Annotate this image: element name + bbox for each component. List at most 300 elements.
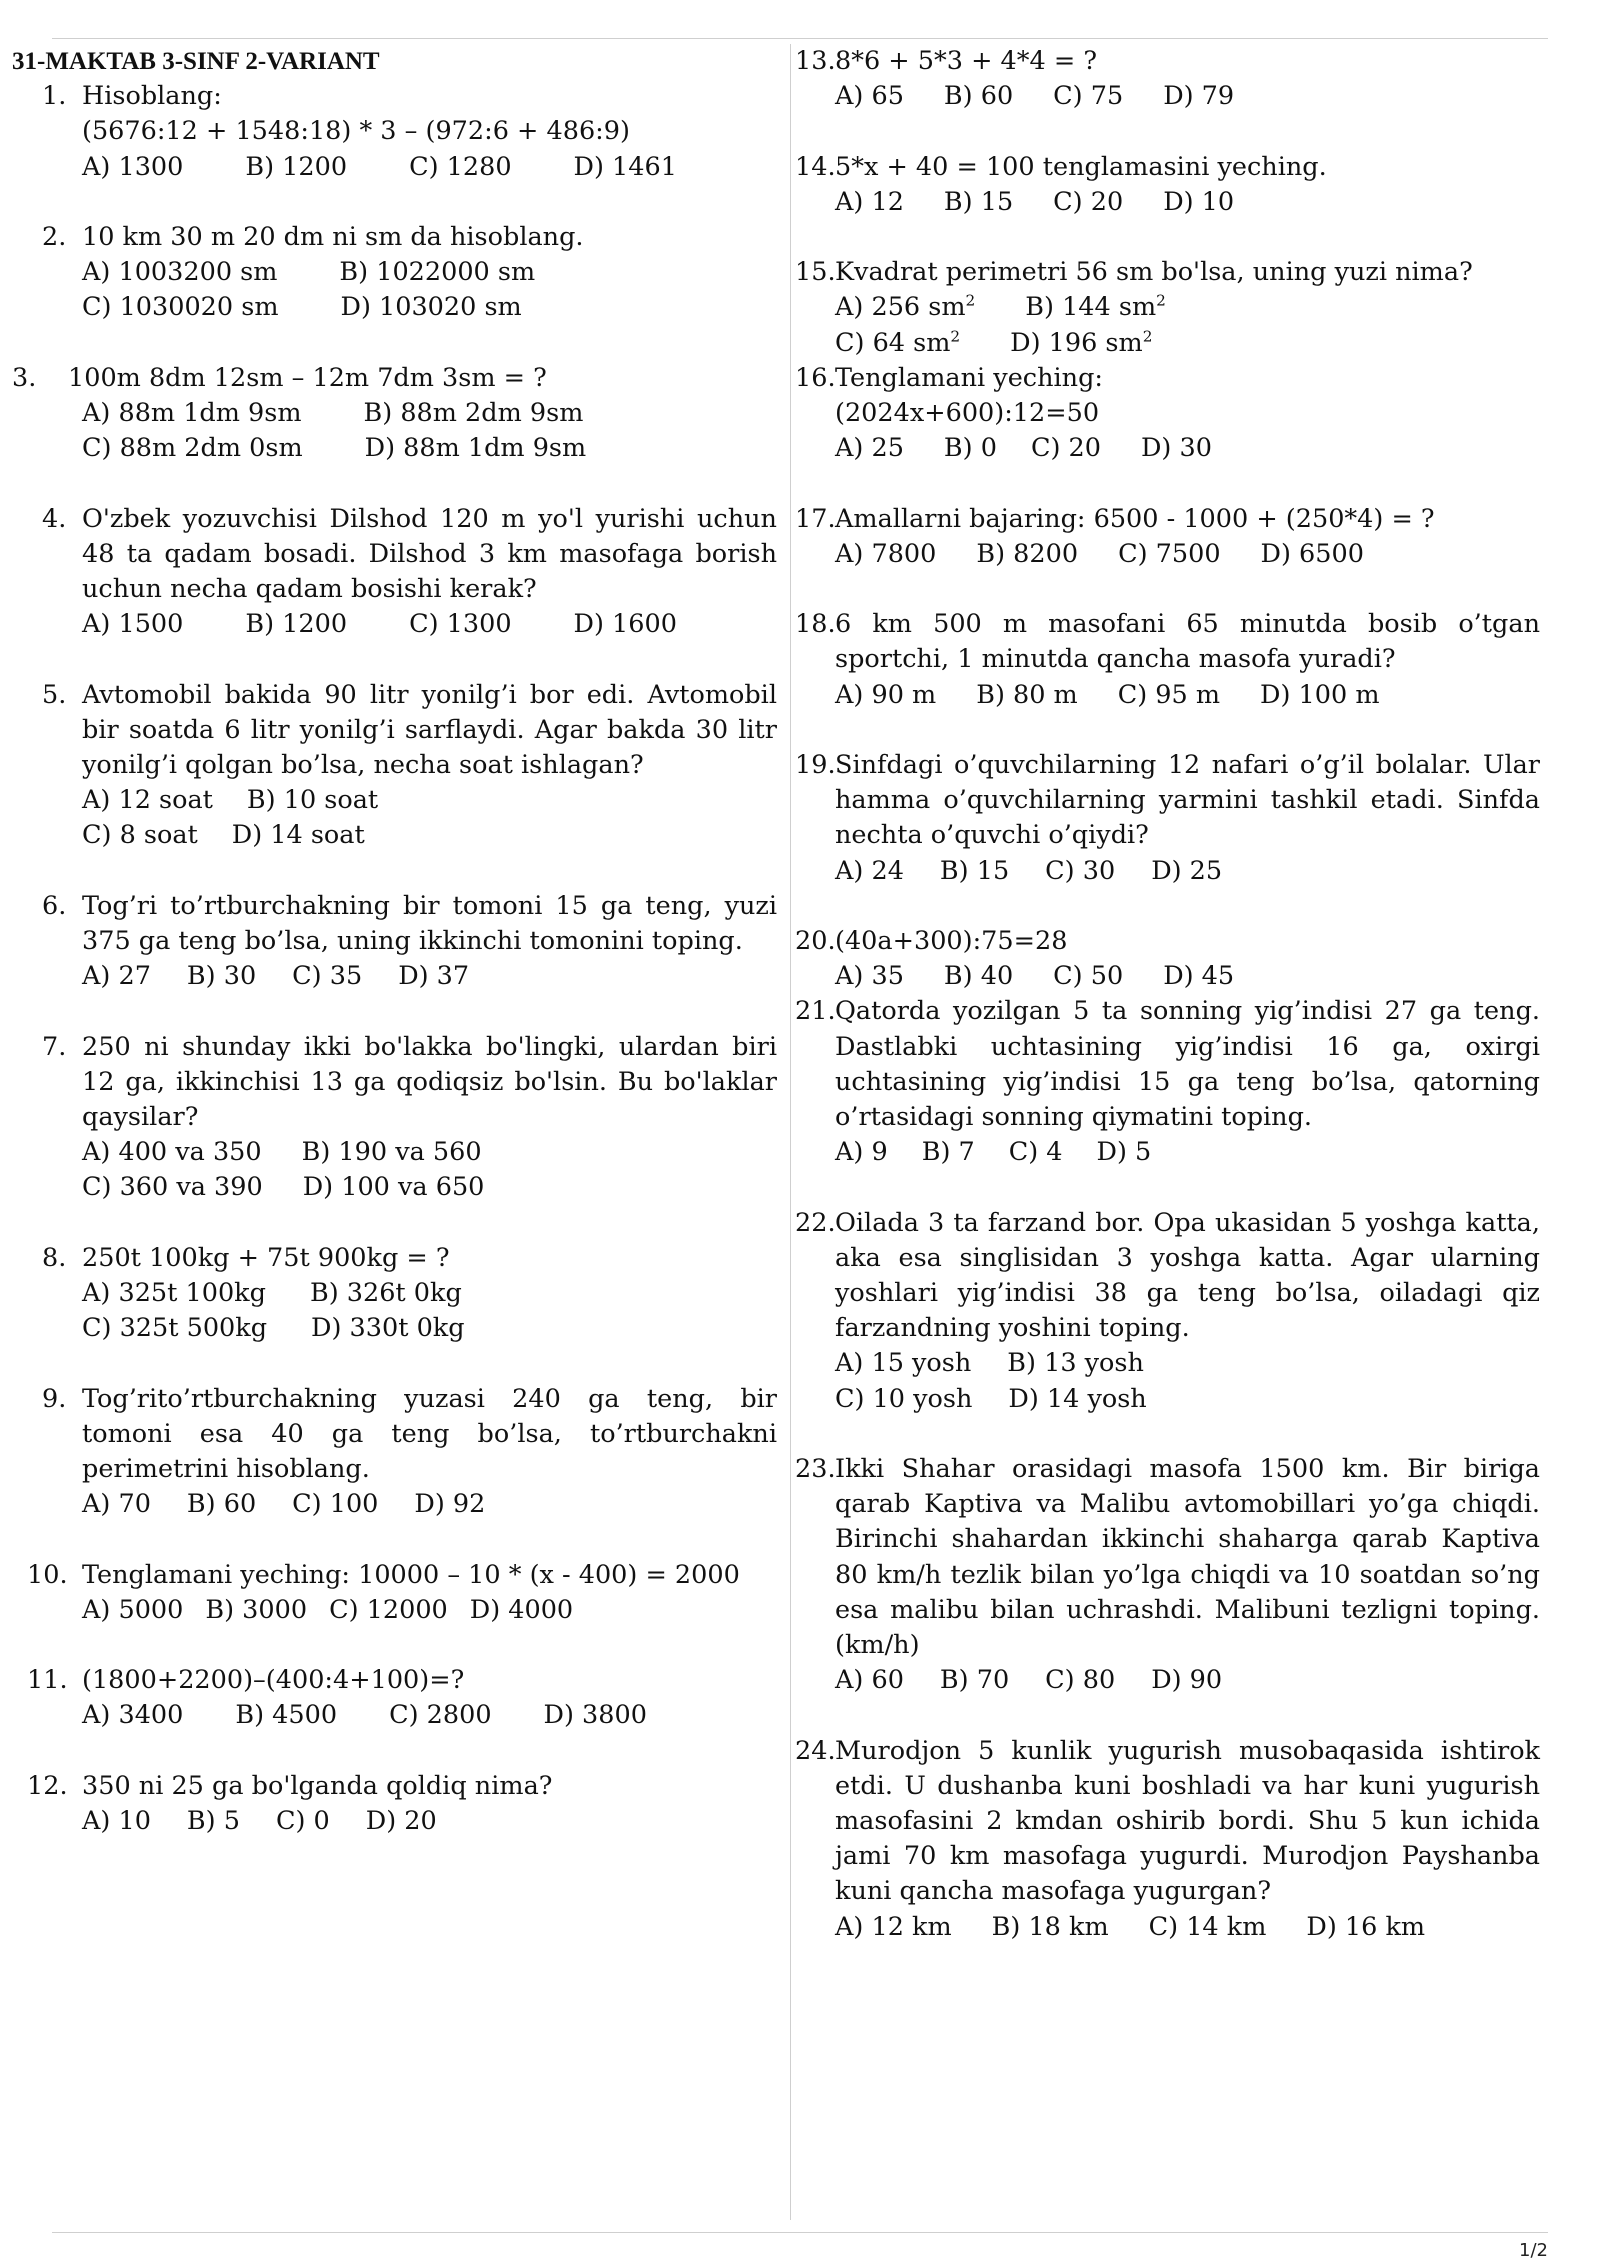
question-text: Ikki Shahar orasidagi masofa 1500 km. Bir biriga qarab Kaptiva va Malibu avtomobillari yo’ga chiqdi. Birinchi shahardan ikkinchi shaharga qarab Kaptiva 80 km/h tezlik bilan yo’lga chiqdi va 10 soatdan so’ng esa malibu bilan uchrashdi. Malibuni tezligni toping.(km/h): [835, 1454, 1540, 1661]
answer-option-label: B) 190 va 560: [301, 1137, 482, 1168]
question-22: [795, 1206, 1540, 1417]
answer-option-label: B) 88m 2dm 9sm: [363, 397, 584, 428]
answer-option[interactable]: [835, 1346, 971, 1381]
answer-option[interactable]: [414, 1487, 485, 1522]
question-text: Tenglamani yeching: 10000 – 10 * (x - 400) = 2000: [82, 1559, 740, 1590]
document-title: 31-MAKTAB 3-SINF 2-VARIANT: [12, 48, 380, 75]
answer-option[interactable]: [835, 678, 936, 713]
answer-option-label: D) 100 m: [1260, 679, 1380, 710]
answer-option-label: A) 60: [835, 1665, 904, 1696]
spacer: [12, 185, 777, 220]
answer-option[interactable]: [835, 326, 960, 361]
right-column: [795, 44, 1540, 1945]
answer-option-label: D) 92: [414, 1489, 486, 1520]
top-rule: [52, 38, 1548, 39]
answer-option[interactable]: [205, 1593, 307, 1628]
answer-option-label: C) 50: [1053, 961, 1124, 992]
question-body: [68, 361, 777, 467]
answer-option[interactable]: [470, 1593, 573, 1628]
answer-option-label: C) 1300: [409, 609, 512, 640]
question-number: 5.: [42, 679, 67, 710]
question-number: 15.: [795, 257, 836, 288]
question-14: [795, 150, 1540, 220]
answer-option-label: A) 65: [835, 81, 904, 112]
spacer: [795, 220, 1540, 255]
answer-option[interactable]: [1163, 185, 1234, 220]
answer-option[interactable]: [1053, 79, 1123, 114]
question-number: 10.: [27, 1559, 68, 1590]
answer-option[interactable]: [82, 1135, 262, 1170]
answer-option-label: C) 8 soat: [82, 820, 198, 851]
answer-option[interactable]: [82, 290, 279, 325]
answer-options: [82, 1135, 777, 1170]
answer-option[interactable]: [82, 783, 213, 818]
spacer: [12, 854, 777, 889]
question-text: 10 km 30 m 20 dm ni sm da hisoblang.: [82, 221, 584, 252]
answer-option[interactable]: [302, 1135, 482, 1170]
answer-option-label: A) 12: [835, 186, 904, 217]
spacer: [795, 1170, 1540, 1205]
answer-option[interactable]: [82, 1311, 267, 1346]
answer-option-label: A) 25: [835, 433, 904, 464]
question-text: 100m 8dm 12sm – 12m 7dm 3sm = ?: [68, 362, 547, 393]
answer-option[interactable]: [1151, 854, 1222, 889]
question-expression: (2024x+600):12=50: [835, 398, 1100, 428]
answer-option[interactable]: [976, 678, 1078, 713]
answer-option-label: C) 325t 500kg: [82, 1313, 268, 1344]
question-text: Amallarni bajaring: 6500 - 1000 + (250*4) = ?: [835, 503, 1435, 534]
question-body: [835, 1734, 1540, 1945]
answer-option[interactable]: [1141, 431, 1212, 466]
answer-option-label: D) 4000: [469, 1594, 574, 1625]
answer-option-label: A) 5000: [82, 1594, 184, 1625]
answer-option-label: D) 14 soat: [231, 820, 365, 851]
answer-option[interactable]: [1045, 1663, 1115, 1698]
answer-option-label: C) 20: [1030, 433, 1101, 464]
question-6: [12, 889, 777, 995]
answer-option-label: A) 27: [82, 961, 151, 992]
answer-option-label: B) 60: [943, 81, 1014, 112]
question-body: [835, 748, 1540, 889]
answer-option[interactable]: [835, 537, 936, 572]
question-body: [82, 1030, 777, 1206]
question-text: Qatorda yozilgan 5 ta sonning yig’indisi 27 ga teng. Dastlabki uchtasining yig’indisi 16 ga, oxirgi uchtasining yig’indisi 15 ga teng bo’lsa, qatorning o’rtasidagi sonning qiymatini toping.: [835, 996, 1540, 1132]
answer-option[interactable]: [82, 959, 151, 994]
question-text: 8*6 + 5*3 + 4*4 = ?: [835, 46, 1097, 76]
question-5: [12, 678, 777, 854]
answer-option[interactable]: [366, 1804, 437, 1839]
answer-option[interactable]: [835, 854, 904, 889]
answer-option-label: B) 3000: [205, 1594, 308, 1625]
answer-option-label: A) 1500: [82, 609, 184, 640]
answer-option[interactable]: [235, 1698, 337, 1733]
answer-option[interactable]: [574, 150, 677, 185]
answer-option[interactable]: [409, 607, 511, 642]
answer-option[interactable]: [1008, 1382, 1146, 1417]
answer-option-label: C) 100: [292, 1489, 379, 1520]
answer-option[interactable]: [82, 818, 198, 853]
answer-option[interactable]: [187, 959, 256, 994]
question-number: 2.: [42, 221, 67, 252]
answer-option-label: C) 7500: [1118, 538, 1221, 569]
answer-option[interactable]: [835, 1910, 952, 1945]
answer-option[interactable]: [1163, 79, 1234, 114]
question-text: Tog’rito’rtburchakning yuzasi 240 ga teng, bir tomoni esa 40 ga teng bo’lsa, to’rtburchakni perimetrini hisoblang.: [82, 1383, 777, 1484]
answer-option-label: C) 64: [835, 327, 906, 358]
answer-option[interactable]: [82, 255, 277, 290]
answer-option-label: B) 1022000 sm: [339, 257, 536, 288]
answer-option-label: A) 12 km: [835, 1911, 952, 1942]
answer-option[interactable]: [292, 1487, 378, 1522]
spacer: [12, 326, 777, 361]
question-text: 250t 100kg + 75t 900kg = ?: [82, 1242, 450, 1273]
question-number: 4.: [42, 503, 67, 534]
question-text: 5*x + 40 = 100 tenglamasini yeching.: [835, 151, 1327, 182]
answer-option-label: B) 60: [186, 1489, 257, 1520]
right-question-list: [795, 44, 1540, 1945]
answer-option-label: D) 45: [1163, 961, 1235, 992]
question-8: [12, 1241, 777, 1347]
answer-option-label: C) 88m 2dm 0sm: [82, 433, 303, 464]
answer-option[interactable]: [922, 1135, 975, 1170]
question-text: 6 km 500 m masofani 65 minutda bosib o’tgan sportchi, 1 minutda qancha masofa yuradi?: [835, 609, 1540, 675]
answer-option[interactable]: [1031, 431, 1101, 466]
answer-option-label: B) 80 m: [976, 679, 1078, 710]
answer-option[interactable]: [82, 1276, 266, 1311]
question-1: [12, 79, 777, 185]
answer-option-label: B) 13 yosh: [1007, 1348, 1144, 1379]
answer-option[interactable]: [976, 537, 1078, 572]
page-number: 1/2: [1519, 2240, 1548, 2261]
answer-unit: [1111, 292, 1166, 322]
answer-option[interactable]: [339, 255, 535, 290]
answer-option[interactable]: [187, 1487, 256, 1522]
answer-option-label: A) 1300: [82, 151, 184, 182]
answer-option[interactable]: [1306, 1910, 1425, 1945]
answer-options: [82, 959, 777, 994]
question-number: 23.: [795, 1454, 836, 1484]
answer-option-label: A) 9: [835, 1137, 888, 1168]
spacer: [12, 642, 777, 677]
answer-option[interactable]: [82, 1593, 183, 1628]
answer-option[interactable]: [311, 1311, 465, 1346]
unit-text: sm: [1118, 292, 1157, 323]
answer-option-label: B) 144: [1025, 292, 1111, 323]
spacer: [12, 994, 777, 1029]
question-10: [12, 1558, 777, 1628]
spacer: [12, 1734, 777, 1769]
answer-option[interactable]: [341, 290, 522, 325]
spacer: [12, 1206, 777, 1241]
answer-option-label: B) 10 soat: [246, 785, 379, 816]
answer-options: [835, 79, 1540, 114]
spacer: [12, 1628, 777, 1663]
question-body: [82, 1663, 777, 1733]
answer-option-label: D) 20: [365, 1805, 437, 1836]
answer-option[interactable]: [1045, 854, 1115, 889]
question-number: 11.: [27, 1665, 68, 1696]
question-body: [835, 1206, 1540, 1417]
answer-option-label: A) 400 va 350: [82, 1137, 262, 1168]
answer-option[interactable]: [1149, 1910, 1267, 1945]
answer-option-label: C) 95 m: [1117, 679, 1221, 710]
question-body: [82, 889, 777, 995]
question-text: O'zbek yozuvchisi Dilshod 120 m yo'l yurishi uchun 48 ta qadam bosadi. Dilshod 3 km masofaga borish uchun necha qadam bosishi kerak?: [82, 503, 777, 604]
answer-option[interactable]: [544, 1698, 647, 1733]
unit-exponent: 2: [1142, 327, 1153, 346]
answer-options: [835, 1663, 1540, 1698]
question-19: [795, 748, 1540, 889]
answer-option[interactable]: [835, 290, 975, 325]
question-body: [835, 361, 1540, 467]
answer-option-label: C) 1280: [409, 151, 512, 182]
answer-unit: [920, 292, 975, 322]
answer-option[interactable]: [82, 1170, 263, 1205]
answer-option[interactable]: [82, 1698, 183, 1733]
column-divider: [790, 44, 791, 2220]
answer-option-label: D) 196: [1010, 327, 1098, 358]
answer-option-label: A) 12 soat: [82, 785, 213, 816]
answer-options: [82, 607, 777, 642]
question-text: (40a+300):75=28: [835, 925, 1068, 956]
answer-options: [68, 431, 777, 466]
answer-options: [82, 1311, 777, 1346]
question-number: 22.: [795, 1207, 836, 1238]
question-body: [835, 924, 1540, 994]
spacer: [12, 466, 777, 501]
answer-option-label: C) 10 yosh: [835, 1383, 973, 1414]
answer-option[interactable]: [365, 431, 587, 466]
question-number: 3.: [12, 362, 37, 393]
spacer: [12, 1346, 777, 1381]
answer-options: [835, 1382, 1540, 1417]
answer-option[interactable]: [292, 959, 362, 994]
answer-option-label: D) 103020 sm: [340, 292, 522, 323]
question-12: [12, 1769, 777, 1839]
answer-option[interactable]: [940, 1663, 1009, 1698]
answer-option-label: C) 1030020 sm: [82, 292, 279, 323]
answer-option[interactable]: [835, 185, 904, 220]
answer-option[interactable]: [1118, 537, 1220, 572]
answer-option[interactable]: [835, 1382, 972, 1417]
answer-option[interactable]: [944, 959, 1013, 994]
answer-option[interactable]: [82, 607, 183, 642]
answer-option[interactable]: [835, 431, 904, 466]
answer-option[interactable]: [1151, 1663, 1222, 1698]
answer-option-label: A) 325t 100kg: [82, 1277, 266, 1308]
spacer: [795, 1698, 1540, 1733]
answer-option[interactable]: [82, 150, 183, 185]
answer-option[interactable]: [187, 1804, 240, 1839]
answer-options: [82, 290, 777, 325]
question-body: [835, 44, 1540, 114]
question-body: [82, 1241, 777, 1347]
answer-option-label: D) 25: [1151, 855, 1223, 886]
answer-options: [82, 1593, 777, 1628]
question-text: Hisoblang:: [82, 81, 222, 112]
answer-options: [82, 1698, 777, 1733]
unit-text: sm: [1105, 327, 1143, 358]
answer-option-label: D) 79: [1163, 81, 1235, 112]
answer-option-label: C) 14 km: [1148, 1911, 1267, 1942]
answer-option-label: C) 4: [1008, 1137, 1063, 1168]
answer-options: [835, 1135, 1540, 1170]
answer-option-label: B) 4500: [235, 1700, 338, 1731]
question-number: 20.: [795, 925, 836, 956]
answer-option[interactable]: [1009, 1135, 1063, 1170]
unit-exponent: 2: [950, 327, 961, 346]
answer-option[interactable]: [276, 1804, 330, 1839]
question-3: [12, 361, 777, 467]
answer-option[interactable]: [1010, 326, 1152, 361]
question-number: 24.: [795, 1735, 836, 1766]
answer-options: [82, 1170, 777, 1205]
answer-option[interactable]: [232, 818, 365, 853]
answer-option-label: D) 14 yosh: [1008, 1383, 1147, 1414]
answer-option-label: A) 1003200 sm: [82, 257, 278, 288]
spacer: [795, 713, 1540, 748]
answer-option[interactable]: [1053, 185, 1123, 220]
answer-option-label: A) 88m 1dm 9sm: [82, 397, 302, 428]
question-text: (1800+2200)–(400:4+100)=?: [82, 1665, 465, 1696]
question-number: 12.: [27, 1770, 68, 1801]
question-17: [795, 502, 1540, 572]
answer-option-label: C) 12000: [329, 1594, 448, 1625]
answer-option[interactable]: [247, 783, 378, 818]
spacer: [795, 889, 1540, 924]
answer-unit: [1097, 328, 1152, 358]
question-number: 19.: [795, 749, 836, 780]
answer-option[interactable]: [82, 431, 303, 466]
answer-option-label: B) 5: [186, 1805, 240, 1836]
question-text: 250 ni shunday ikki bo'lakka bo'lingki, ulardan biri 12 ga, ikkinchisi 13 ga qodiqsiz bo'lsin. Bu bo'laklar qaysilar?: [82, 1031, 777, 1132]
question-20: [795, 924, 1540, 994]
answer-options: [82, 1804, 777, 1839]
question-11: [12, 1663, 777, 1733]
answer-option-label: D) 1600: [573, 609, 677, 640]
answer-options: [835, 431, 1540, 466]
unit-exponent: 2: [965, 291, 976, 310]
answer-option[interactable]: [1053, 959, 1123, 994]
answer-option-label: B) 40: [943, 961, 1014, 992]
answer-option[interactable]: [835, 1663, 904, 1698]
answer-option[interactable]: [398, 959, 469, 994]
answer-option-label: A) 70: [82, 1489, 151, 1520]
question-16: [795, 361, 1540, 467]
answer-option[interactable]: [245, 150, 347, 185]
answer-option[interactable]: [303, 1170, 485, 1205]
answer-option[interactable]: [835, 79, 904, 114]
question-body: [82, 79, 777, 185]
question-body: [82, 220, 777, 326]
answer-option[interactable]: [940, 854, 1009, 889]
answer-option[interactable]: [944, 431, 997, 466]
question-text: Murodjon 5 kunlik yugurish musobaqasida ishtirok etdi. U dushanba kuni boshladi va har kuni yugurish masofasini 2 kmdan oshirib bordi. Shu 5 kun ichida jami 70 km masofaga yugurdi. Murodjon Payshanba kuni qancha masofaga yugurgan?: [835, 1735, 1540, 1907]
answer-option[interactable]: [82, 1804, 151, 1839]
answer-options: [82, 1276, 777, 1311]
answer-option[interactable]: [1163, 959, 1234, 994]
answer-options: [835, 1346, 1540, 1381]
answer-option[interactable]: [364, 396, 584, 431]
answer-option[interactable]: [835, 1135, 888, 1170]
answer-option-label: C) 75: [1053, 81, 1124, 112]
answer-option-label: D) 37: [398, 961, 470, 992]
answer-option[interactable]: [310, 1276, 462, 1311]
answer-option-label: B) 15: [939, 855, 1010, 886]
question-body: [835, 607, 1540, 713]
left-question-list: [12, 79, 777, 1839]
unit-exponent: 2: [1156, 291, 1166, 310]
answer-option-label: B) 1200: [245, 151, 348, 182]
question-text: Tog’ri to’rtburchakning bir tomoni 15 ga teng, yuzi 375 ga teng bo’lsa, uning ikkinchi tomonini toping.: [82, 890, 777, 956]
answer-option-label: A) 90 m: [835, 679, 937, 710]
answer-option[interactable]: [944, 79, 1013, 114]
question-number: 21.: [795, 996, 836, 1027]
answer-option-label: B) 8200: [976, 538, 1079, 569]
answer-option-label: D) 90: [1151, 1665, 1223, 1696]
answer-option[interactable]: [574, 607, 677, 642]
answer-option[interactable]: [1007, 1346, 1144, 1381]
answer-options: [835, 326, 1540, 361]
answer-option-label: C) 2800: [389, 1700, 492, 1731]
question-9: [12, 1382, 777, 1523]
answer-options: [835, 185, 1540, 220]
answer-option-label: A) 256: [835, 292, 921, 323]
answer-option[interactable]: [1260, 678, 1379, 713]
question-expression: (5676:12 + 1548:18) * 3 – (972:6 + 486:9): [82, 116, 630, 147]
question-15: [795, 255, 1540, 361]
question-number: 1.: [42, 81, 67, 112]
unit-text: sm: [913, 327, 951, 358]
answer-option[interactable]: [409, 150, 511, 185]
answer-option[interactable]: [1118, 678, 1220, 713]
answer-option[interactable]: [1097, 1135, 1152, 1170]
answer-option[interactable]: [835, 959, 904, 994]
answer-option-label: D) 1461: [573, 151, 677, 182]
answer-options: [835, 1910, 1540, 1945]
answer-option[interactable]: [329, 1593, 448, 1628]
question-body: [82, 502, 777, 643]
question-body: [82, 1382, 777, 1523]
answer-option[interactable]: [992, 1910, 1109, 1945]
answer-option-label: B) 30: [186, 961, 257, 992]
question-number: 7.: [42, 1031, 67, 1062]
question-text: Oilada 3 ta farzand bor. Opa ukasidan 5 yoshga katta, aka esa singlisidan 3 yoshga katta. Agar ularning yoshlari yig’indisi 38 ga teng bo’lsa, oiladagi qiz farzandning yoshini toping.: [835, 1207, 1540, 1344]
answer-option-label: B) 0: [943, 433, 997, 464]
answer-option-label: D) 16 km: [1306, 1911, 1426, 1942]
answer-option[interactable]: [245, 607, 347, 642]
answer-options: [82, 783, 777, 818]
question-text: Avtomobil bakida 90 litr yonilg’i bor edi. Avtomobil bir soatda 6 litr yonilg’i sarflaydi. Agar bakda 30 litr yonilg’i qolgan bo’lsa, necha soat ishlagan?: [82, 679, 777, 780]
question-24: [795, 1734, 1540, 1945]
answer-option[interactable]: [82, 396, 302, 431]
answer-unit: [905, 328, 960, 358]
question-number: 6.: [42, 890, 67, 921]
answer-option[interactable]: [944, 185, 1013, 220]
answer-option-label: B) 18 km: [991, 1911, 1109, 1942]
answer-option-label: A) 15 yosh: [835, 1348, 972, 1379]
answer-option[interactable]: [1025, 290, 1166, 325]
answer-option[interactable]: [82, 1487, 151, 1522]
question-23: [795, 1452, 1540, 1698]
answer-option-label: C) 0: [275, 1805, 330, 1836]
answer-option-label: B) 1200: [245, 609, 348, 640]
answer-option[interactable]: [1261, 537, 1364, 572]
answer-options: [82, 1487, 777, 1522]
answer-options: [835, 537, 1540, 572]
question-body: [835, 150, 1540, 220]
answer-option[interactable]: [389, 1698, 491, 1733]
